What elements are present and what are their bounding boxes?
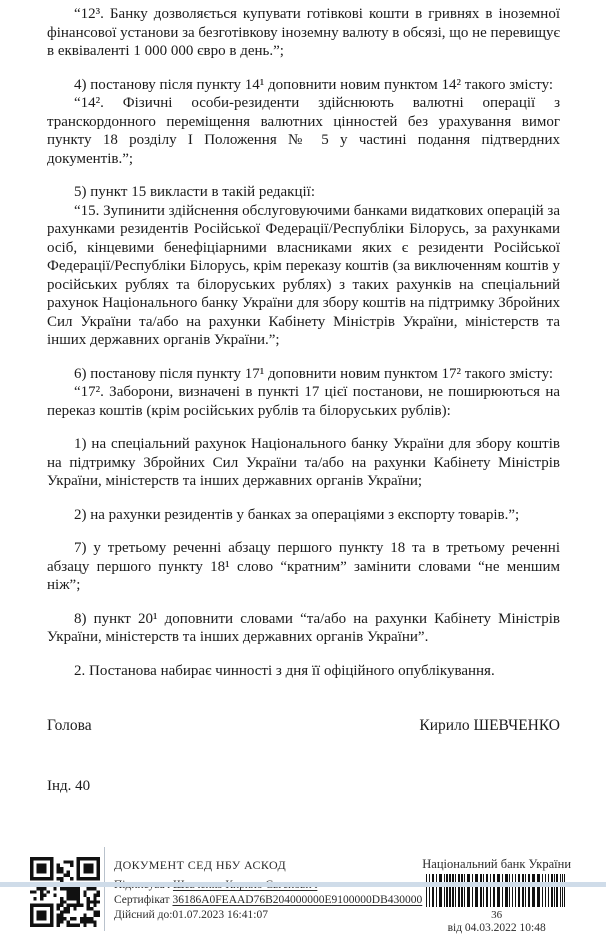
stamp-divider [104, 847, 105, 931]
certificate-line [114, 894, 422, 907]
body-paragraph: 7) у третьому реченні абзацу першого пункту 18 та в третьому реченні абзацу першого пункту 18¹ слово “кратним” замінити словами “не меншим ніж”; [47, 540, 560, 593]
registration-number: 36 [491, 909, 503, 921]
certificate-label: Сертифікат [114, 894, 170, 906]
registration-organization: Національний банк України [422, 857, 572, 871]
body-paragraph: 1) на спеціальний рахунок Національного банку України для збору коштів на підтримку Збройних Сил України та/або на рахунки Кабінету Міністрів України, міністерств та інших державних органів України; [47, 436, 560, 489]
body-paragraph: “12³. Банку дозволяється купувати готівкові кошти в гривнях в іноземної фінансової установи за безготівкову іноземну валюту в обсязі, що не перевищує в еквіваленті 1 000 000 євро в день.”; [47, 6, 560, 59]
qr-code-icon [30, 857, 100, 927]
signature-row [47, 717, 560, 736]
signature-name: Кирило ШЕВЧЕНКО [419, 717, 560, 734]
barcode-icon [426, 874, 568, 907]
esign-system-title: ДОКУМЕНТ СЕД НБУ АСКОД [114, 858, 287, 872]
validity-line: Дійсний до:01.07.2023 16:41:07 [114, 909, 268, 921]
body-paragraph: “15. Зупинити здійснення обслуговуючими банками видаткових операцій за рахунками резидентів Російської Федерації/Республіки Білорусь, за рахунками осіб, кінцевими бенефіціарними власниками яких є резиденти Російської Федерації/Республіки Білорусь, крім переказу коштів (за виключенням коштів у російських рублях та білоруських рублях) з таких рахунків на спеціальний рахунок Національного банку України для збору коштів на підтримку Збройних Сил України та/або на рахунки Кабінету Міністрів України, міністерств та інших державних органів України.”; [47, 202, 560, 348]
body-paragraph: 8) пункт 20¹ доповнити словами “та/або на рахунки Кабінету Міністрів України, міністерств та інших державних органів України”. [47, 610, 560, 645]
certificate-number: 36186A0FEAAD76B204000000E9100000DB430000 [172, 894, 423, 906]
esign-stamp-block [30, 845, 572, 934]
body-paragraph: 2. Постанова набирає чинності з дня її офіційного опублікування. [74, 662, 495, 679]
body-paragraph: 5) пункт 15 викласти в такій редакції: [74, 184, 316, 200]
bottom-edge-strip [0, 882, 606, 887]
body-paragraph: “17². Заборони, визначені в пункті 17 цієї постанови, не поширюються на переказ коштів (крім російських рублів та білоруських рублів): [47, 384, 560, 419]
body-paragraph: 2) на рахунки резидентів у банках за операціями з експорту товарів.”; [74, 506, 520, 523]
body-paragraph: “14². Фізичні особи-резиденти здійснюють валютні операції з транскордонного переміщення валютних цінностей без урахування вимог пункту 18 розділу І Положення № 5 у частині подання підтвердних документів.”; [47, 95, 560, 167]
registration-date: від 04.03.2022 10:48 [447, 922, 546, 934]
registration-stamp-block [422, 857, 571, 934]
body-paragraph: 4) постанову після пункту 14¹ доповнити новим пунктом 14² такого змісту: [74, 76, 554, 93]
esign-info [114, 859, 422, 924]
signature-position: Голова [47, 717, 92, 734]
index-number: Інд. 40 [47, 777, 91, 794]
body-paragraph: 6) постанову після пункту 17¹ доповнити новим пунктом 17² такого змісту: [74, 365, 554, 382]
